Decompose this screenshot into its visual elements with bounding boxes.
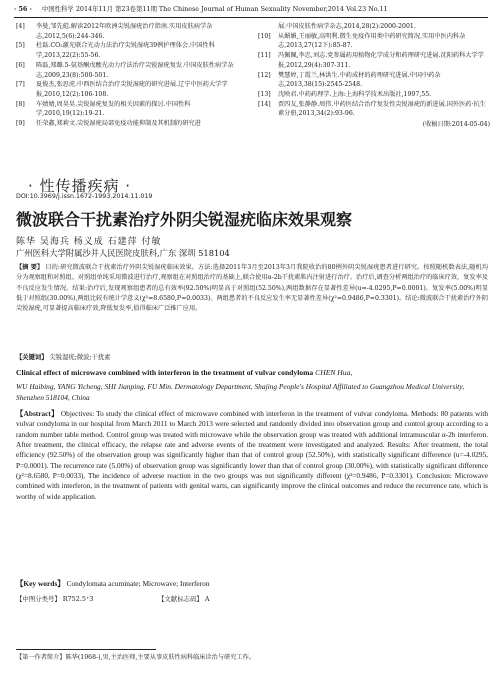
abstract-en-label: 【Abstract】 <box>16 409 59 418</box>
affiliation-zh: 广州医科大学附属沙井人民医院皮肤科,广东 深圳 518104 <box>16 248 230 258</box>
reference-item: [4] 李曼,邹先彪.解读2012年欧洲尖锐湿疣治疗指南.实用皮肤病学杂志,2012,5(6):244-346. <box>16 23 213 40</box>
clc-code: 【中图分类号】 R752.5⁺3 <box>16 595 94 603</box>
footnote-rule <box>16 649 156 650</box>
abstract-zh-label: 【摘 要】 <box>16 264 44 271</box>
reference-item: [6] 陈磊,郑璐.5-氨基酮戊酸光动力疗法治疗尖锐湿疣复发.中国皮肤性病学杂志,2009,23(8):500-501. <box>16 61 234 79</box>
header-rule <box>14 17 488 18</box>
reference-item: [12] 樊慧婷,丁霞兰,林洪生.中药成材的药理研究进展.中国中药杂志,2013,38(15):2545-2548. <box>258 71 441 89</box>
keywords-zh-text: 尖锐湿疣;微波;干扰素 <box>49 354 111 361</box>
received-date: (收稿日期:2014-05-04) <box>422 121 490 129</box>
document-code: 【文献标志码】 A <box>158 595 210 603</box>
article-title-en-text: Clinical effect of microwave combined with interferon in the treatment of vulvar condyloma <box>16 368 314 377</box>
page-number: · 56 · <box>14 5 32 13</box>
article-title-en <box>16 368 494 377</box>
reference-list-right <box>258 22 490 130</box>
reference-item: [14] 贾四友,张静静.周伟.中药医结合治疗复发性尖锐湿疣的新进展.国外医药·抗生素分册,2013,34(2):93-96. <box>258 100 486 118</box>
doi: DOI:10.3969/j.issn.1672-1993.2014.11.019 <box>16 193 153 200</box>
reference-item: [10] 从媚媚,王丽敏,高明利.微生免疫作用类中药研究简况.实用中医内科杂志,2013,27(12下):85-87. <box>258 32 466 50</box>
keywords-en <box>16 578 210 589</box>
keywords-en-text: Condylomata acuminate; Microwave; Interferon <box>66 579 210 588</box>
column-title: · 性传播疾病 · <box>28 177 132 195</box>
keywords-zh-label: 【关键词】 <box>16 354 48 361</box>
authors-zh: 陈华 吴海兵 杨义成 石建萍 付敏 <box>16 237 162 247</box>
reference-list-left <box>16 22 244 129</box>
journal-info: 中国性科学 2014年11月 第23卷第11期 The Chinese Journal of Human Sexuality November,2014 Vol.23 No.11 <box>41 5 388 13</box>
author-footnote: 【第一作者简介】陈华(1968-),男,主治医师,主要从事皮肤性病科临床诊治与研究工作。 <box>16 654 255 661</box>
abstract-en-text: Objectives: To study the clinical effect of microwave combined with interferon in the treatment of vulvar condyloma. Methods: 80 patients with vulvar condyloma in our hospital from March 2011 to March 2013 were selected and randomly divided into observation group and control group according to a random number table method. Control group was treated with microwave while the observation group was treated with additional intramuscular α-2b interferon. After treatment, the clinical efficacy, the relapse rate and adverse events of the treatment were investigated and analyzed. Results: After treatment, the total efficiency (92.50%) of the observation group was significantly higher than that of control group (52.50%), with statistically significant difference (u=-4.0295, P=0.0001). The recurrence rate (5.00%) of observation group was significantly lower than that of control group (30.00%), with statistically significant difference (χ²=8.6580, P=0.0033). The incidence of adverse reaction in the two groups was not significantly different (χ²=0.9486, P=0.3301). Conclusion: Microwave combined with interferon, in the treatment of patients with genital warts, can significantly improve the clinical outcomes and reduce the recurrence rate, which is worthy of wide application. <box>16 409 488 501</box>
keywords-zh <box>16 352 110 361</box>
reference-item: [7] 夏俊杰,张思虎.中西医结合治疗尖锐湿疣的研究进展.辽宁中医药大学学报,2010,12(2):106-108. <box>16 81 228 98</box>
reference-item: [8] 车婧婧,周昊昊.尖锐湿疣复发的相关因素的探讨.中国性科学,2010,19(12):19-21. <box>16 100 191 118</box>
reference-item: 展.中国皮肤性病学杂志,2014,28(2):2000-2001. <box>278 23 416 30</box>
reference-item: [11] 冯佩佩,李忠,刘志.党参属药用植物化学成分和药理研究进展.沈阳药科大学学报,2012,29(4):307-311. <box>258 52 484 69</box>
first-author-en: CHEN Hua, <box>315 368 353 377</box>
abstract-zh-text: 目的:研究微波联合干扰素治疗外阴尖锐湿疣临床效果。方法:选择2011年3月至2013年3月我院收治的80例外阴尖锐湿疣患者进行研究。按照随机数表法,随机均分为观察组和对照组。对照组单纯采用微波进行治疗,观察组在对照组治疗的基础上,联合使用α-2b干扰素肌内注射进行治疗。治疗后,调查分析两组治疗的临床疗效、复发率及不良反应发生情况。结果:治疗后,发现观察组患者的总有效率(92.50%)明显高于对照组(52.50%),两组数据存在显著性差异(u=-4.0295,P=0.0001)。复发率(5.00%)明显低于对照组(30.00%),两组比较有统计学意义(χ²=8.6580,P=0.0033)。两组患者的不良反应发生率无显著性差异(χ²=0.9486,P=0.3301)。结论:微波联合干扰素治疗外阴尖锐湿疣,可显著提高临床疗效,降低复发率,值得临床广泛推广应用。 <box>16 264 489 313</box>
reference-item: [13] 沈映君.中药药理学.上海:上海科学技术出版社,1997,55. <box>258 90 432 98</box>
authors-en: WU Haibing, YANG Yicheng, SHI Jianping, FU Min. Dermatology Department, Shajing People's Hospital Affiliated to Guangzhou Medical University, Shenzhen 518104, China <box>16 382 465 402</box>
abstract-en <box>16 409 488 502</box>
reference-item: [5] 杜磊.CO₂激光联合光动力法治疗尖锐湿疣39例护理体会.中国性科学,2013,22(2):55-56. <box>16 42 215 60</box>
article-title-zh: 微波联合干扰素治疗外阴尖锐湿疣临床效果观察 <box>16 210 353 229</box>
reference-item: [9] 任荣鑫,郑莉文.尖锐湿疣局部免疫功能抑制及其机制的研究进 <box>16 120 201 128</box>
abstract-zh <box>16 263 488 314</box>
classification-row <box>16 594 488 603</box>
keywords-en-label: 【Key words】 <box>16 579 65 588</box>
running-header <box>14 3 488 15</box>
